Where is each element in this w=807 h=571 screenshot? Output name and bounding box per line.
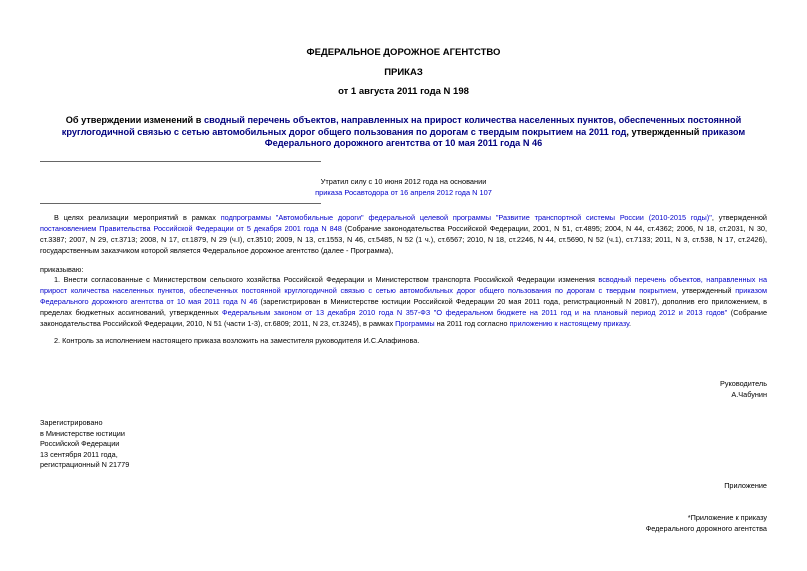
registration-line: Зарегистрировано xyxy=(40,418,103,427)
clause1-text-1: 1. Внести согласованные с Министерством сельского хозяйства Российской Федерации и Министерством транспорта Российской Федерации изменения xyxy=(54,275,595,284)
title-link-order-46[interactable]: приказом Федерального дорожного агентства от 10 мая 2011 года N 46 xyxy=(264,126,746,149)
annex-header-line: Федерального дорожного агентства xyxy=(645,524,767,533)
title-text-1: Об утверждении изменений в xyxy=(65,115,202,125)
clause1-text-4: (Собрание законодательства Российской Федерации, 2010, N 51 (части 1-3), ст.6809; 2011, N 23, ст.3245), в рамках xyxy=(40,307,768,328)
divider-bottom xyxy=(40,203,321,204)
annex-header-line: *Приложение к приказу xyxy=(687,513,767,522)
document-type: ПРИКАЗ xyxy=(384,67,423,78)
divider-top xyxy=(40,161,321,162)
link-program[interactable]: Программы xyxy=(395,318,435,328)
clause1-text-3: (зарегистрирован в Министерстве юстиции Российской Федерации 20 мая 2011 года, регистрационный N 20817), дополнив его приложением, в пределах бюджетных ассигнований, утвержденных xyxy=(40,296,767,317)
preamble-text-1: В целях реализации мероприятий в рамках xyxy=(54,213,216,222)
order-date-number: от 1 августа 2011 года N 198 xyxy=(338,86,469,97)
registration-line: регистрационный N 21779 xyxy=(40,460,130,470)
signatory-position: Руководитель xyxy=(719,379,767,388)
preamble-paragraph xyxy=(40,213,767,257)
expiry-note xyxy=(0,176,807,198)
registration-line: Российской Федерации xyxy=(40,439,120,449)
clause-2: 2. Контроль за исполнением настоящего приказа возложить на заместителя руководителя И.С.Алафинова. xyxy=(54,336,420,345)
link-federal-law-357[interactable]: Федеральным законом от 13 декабря 2010 года N 357-ФЗ "О федеральном бюджете на 2011 год и на плановый период 2012 и 2013 годов" xyxy=(222,307,728,317)
clause-1 xyxy=(40,275,767,330)
clause1-text-5: на 2011 год согласно xyxy=(436,318,508,328)
expiry-link[interactable]: приказа Росавтодора от 16 апреля 2012 года N 107 xyxy=(315,188,492,197)
registration-line: в Министерстве юстиции xyxy=(40,428,125,438)
signature-block xyxy=(720,378,767,400)
annex-header xyxy=(646,512,767,534)
preamble-text-2: , утвержденной xyxy=(711,213,767,222)
title-text-2: , утвержденный xyxy=(626,126,700,137)
link-government-decree[interactable]: постановлением Правительства Российской Федерации от 5 декабря 2001 года N 848 xyxy=(40,223,342,233)
clause1-text-2: , утвержденный xyxy=(676,285,732,295)
document-title xyxy=(40,115,767,150)
link-order-46[interactable]: приказом Федерального дорожного агентства от 10 мая 2011 года N 46 xyxy=(40,285,767,306)
link-annex[interactable]: приложению к настоящему приказу xyxy=(509,318,630,328)
title-link-consolidated-list[interactable]: сводный перечень объектов, направленных на прирост количества населенных пунктов, обеспеченных постоянной круглогодичной связью с сетью автомобильных дорог общего пользования по дорогам с твердым покрытием на 2011 год xyxy=(61,115,742,137)
annex-label: Приложение xyxy=(724,481,767,490)
expiry-text: Утратил силу с 10 июня 2012 года на основании xyxy=(320,177,487,186)
signatory-name: А.Чабунин xyxy=(731,390,767,399)
clause1-text-6: . xyxy=(629,318,632,328)
order-word: приказываю: xyxy=(40,265,84,274)
agency-name: ФЕДЕРАЛЬНОЕ ДОРОЖНОЕ АГЕНТСТВО xyxy=(306,47,501,58)
registration-block xyxy=(40,418,129,471)
link-subprogram[interactable]: подпрограммы "Автомобильные дороги" федеральной целевой программы "Развитие транспортной системы России (2010-2015 годы)" xyxy=(220,213,712,222)
preamble-text-3: (Собрание законодательства Российской Федерации, 2001, N 51, ст.4895; 2004, N 44, ст.4362; 2006, N 18, ст.2031, N 30, ст.3387; 2007, N 29, ст.3713; 2008, N 17, ст.1879, N 29 (ч.I), ст.3510; 2009, N 13, ст.1553, N 46, ст.5485, N 52 (1 ч.), ст.6567; 2010, N 18, ст.2246, N 44, ст.5690, N 52 (ч.1), ст.7133; 2011, N 3, ст.538, N 17, ст.2426), государственным заказчиком которой является Федеральное дорожное агентство (далее - Программа), xyxy=(40,223,767,255)
link-consolidated-list[interactable]: всводный перечень объектов, направленных на прирост количества населенных пунктов, обеспеченных постоянной круглогодичной связью с сетью автомобильных дорог общего пользования по дорогам с твердым покрытием xyxy=(40,275,767,295)
registration-line: 13 сентября 2011 года, xyxy=(40,449,118,459)
